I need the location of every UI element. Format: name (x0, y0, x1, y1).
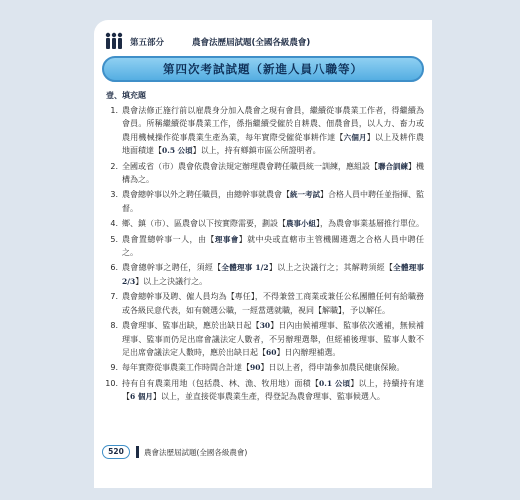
question-text (122, 188, 424, 215)
question-text (122, 160, 424, 187)
question-number: 2. (110, 161, 118, 171)
question-number: 8. (110, 321, 118, 331)
answer-text: 理事會 (214, 234, 239, 244)
document-page (94, 20, 432, 488)
question-segment: 】日以上者，得申請參加農民健康保險。 (260, 363, 405, 373)
question-segment: 】以上之決議行之。 (135, 276, 208, 286)
answer-text: 農事小組 (286, 219, 316, 229)
question-segment: 持有自有農業用地（包括農、林、漁、牧用地）面積【 (122, 378, 320, 388)
question-segment: 】，為農會事業基層推行單位。 (316, 219, 424, 229)
question-segment: 】以上及耕作農地面積達【 (122, 132, 424, 156)
question-text (122, 319, 424, 359)
question-segment: 】日內由候補理事、監事依次遞補，無候補理事、監事而仍足出席會議法定人數者，不另辦理選舉，但經補後理事、監事人數不足出席會議法定人數時，應於出缺日起【 (122, 321, 425, 357)
question-segment: 全國或省（市）農會依農會法規定辦理農會聘任職員統一訓練，應組設【 (122, 161, 378, 171)
question-text (122, 233, 424, 260)
question-segment: 農會總幹事以外之聘任職員，由總幹事就農會【 (122, 190, 290, 200)
question-item (104, 160, 424, 187)
question-text (122, 361, 424, 374)
question-item (104, 290, 424, 317)
question-segment: 】以上之決議行之；其解聘須經【 (268, 263, 394, 273)
question-number: 10. (105, 378, 118, 388)
question-text (122, 104, 424, 158)
question-segment: 農會置總幹事一人，由【 (122, 234, 215, 244)
answer-text: 全體理事 2/3 (122, 263, 425, 286)
question-segment: 】合格人員中聘任並指揮、監督。 (122, 190, 424, 213)
question-list (104, 104, 424, 406)
question-segment: 】日內辦理補選。 (276, 347, 341, 357)
page-header (104, 32, 424, 52)
question-number: 7. (110, 292, 118, 302)
footer-divider (136, 446, 139, 458)
page-footer (102, 444, 422, 460)
question-segment: 農會總幹事之聘任，須經【 (122, 263, 222, 273)
answer-text: 0.1 公頃 (319, 378, 351, 388)
question-segment: 農會理事、監事出缺，應於出缺日起【 (122, 321, 260, 331)
answer-text: 60 (266, 347, 277, 357)
answer-text: 90 (250, 363, 261, 373)
answer-text: 聯合訓練 (378, 161, 408, 171)
question-item (104, 361, 424, 374)
question-number: 5. (110, 234, 118, 244)
question-number: 9. (110, 363, 118, 373)
header-part-label: 第五部分 (130, 38, 165, 48)
question-segment: 】機構為之。 (122, 161, 424, 185)
question-segment: 鄉、鎮（市）、區農會以下按實際需要，劃設【 (122, 219, 286, 229)
question-text (122, 217, 424, 230)
question-item (104, 377, 424, 404)
answer-text: 30 (259, 321, 271, 331)
question-item (104, 261, 424, 288)
question-item (104, 233, 424, 260)
question-segment: 】就中央或直轄市主管機關遴選之合格人員中聘任之。 (122, 234, 425, 258)
question-segment: 】以上，持續持有達【 (122, 378, 425, 402)
question-text (122, 377, 424, 404)
answer-text: 統一考試 (290, 190, 320, 200)
answer-text: 0.5 公頃 (162, 146, 193, 156)
question-item (104, 319, 424, 359)
question-number: 3. (110, 190, 118, 200)
page-number: 520 (102, 445, 130, 459)
answer-text: 六個月 (343, 132, 367, 142)
exam-title: 第四次考試試題（新進人員八職等） (163, 62, 363, 76)
question-segment: 】以上，持有鄉鎮市區公所證明者。 (192, 146, 321, 156)
people-icon (104, 32, 124, 50)
question-text (122, 261, 424, 288)
question-item (104, 217, 424, 230)
footer-title: 農會法歷屆試題(全國各級農會) (144, 448, 248, 457)
question-segment: 農會總幹事及聘、僱人員均為【專任】，不得兼營工商業或兼任公私團體任何有給職務或各級民意代表，如有競選公職，一經當選就職，視同【解職】，予以解任。 (122, 292, 424, 315)
question-number: 6. (110, 263, 118, 273)
exam-banner (102, 56, 424, 82)
question-segment: 農會法修正施行前以雇農身分加入農會之現有會員，繼續從事農業工作者，得繼續為會員。所稱繼續從事農業工作，係指繼續受僱於自耕農、佃農會員，以人力、畜力或農用機械操作從事農業生產為業，每年實際受僱從事耕作達【 (122, 106, 424, 142)
header-title: 農會法歷屆試題(全國各級農會) (192, 38, 311, 48)
question-text (122, 290, 424, 317)
question-item (104, 104, 424, 158)
answer-text: 全體理事 1/2 (221, 263, 269, 273)
question-item (104, 188, 424, 215)
question-segment: 每年實際從事農業工作時間合計達【 (122, 363, 250, 373)
question-number: 4. (110, 219, 118, 229)
question-segment: 】以上，並直接從事農業生產，得登記為農會理事、監事候選人。 (152, 392, 385, 402)
section-title: 壹、填充題 (106, 91, 146, 100)
question-number: 1. (110, 106, 118, 115)
answer-text: 6 個月 (130, 392, 153, 402)
